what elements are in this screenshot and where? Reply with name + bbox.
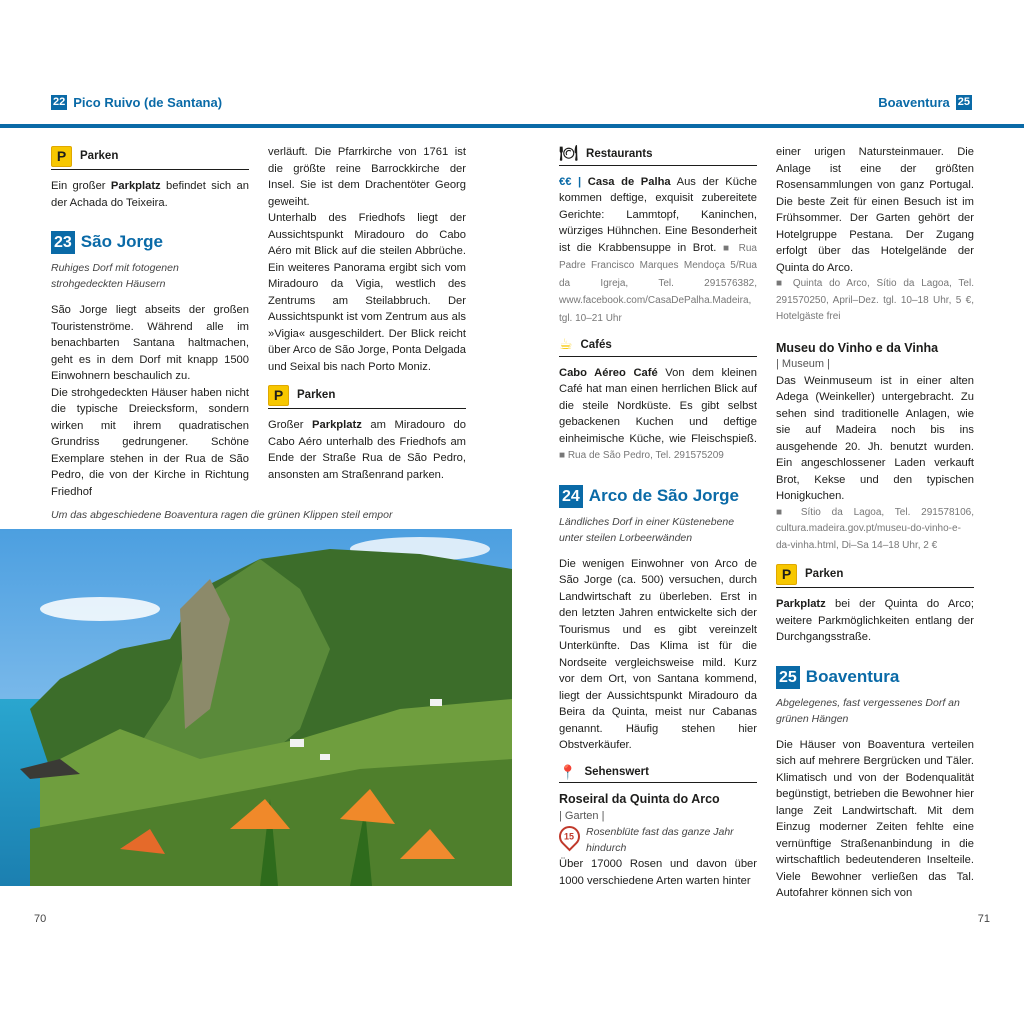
parking-label: Parken: [297, 389, 336, 402]
section-title: Boaventura: [805, 666, 900, 686]
sights-heading: [559, 764, 757, 784]
poi-name: Museu do Vinho e da Vinha: [776, 340, 939, 355]
poi-name: Roseiral da Quinta do Arco: [559, 792, 720, 806]
parking-text: Ein großer Parkplatz befindet sich an der Achada do Teixeira.: [51, 180, 249, 209]
chapter-number-badge: 25: [957, 95, 970, 108]
parking-label: Parken: [805, 568, 844, 581]
chapter-number-badge: 22: [53, 95, 66, 108]
section-number-badge: 24: [559, 485, 583, 508]
running-header-left: [51, 92, 222, 112]
landscape-photo: [0, 529, 512, 886]
section-heading-23: [51, 231, 249, 254]
running-header-title: Boaventura: [878, 94, 950, 110]
body-paragraph: verläuft. Die Pfarrkirche von 1761 ist die größte reine Barrockkirche der Insel. Sie ist dem Drachentöter Georg geweiht.: [268, 146, 466, 208]
header-rule: [0, 124, 1024, 128]
section-subtitle: Ruhiges Dorf mit fotogenen strohgedeckten Häusern: [51, 262, 179, 290]
parking-text: Parkplatz bei der Quinta do Arco; weitere Parkmöglichkeiten entlang der Durchgangsstraße.: [776, 598, 974, 643]
body-paragraph: Über 17000 Rosen und davon über 1000 verschiedene Arten warten hinter: [559, 858, 757, 887]
body-paragraph: Die wenigen Einwohner von Arco de São Jorge (ca. 500) versuchen, durch Landwirtschaft zu überleben. Erst in den letzten Jahren entwickelte sich der Tourismus und es gibt vereinzelt Unterkünfte. Das Klima ist für die Nordseite vergleichsweise mild. Kurz vor dem Ort, von Santana kommend, liegt der Aussichtspunkt Miradouro da Beira da Quinta, meist nur Cabanas genannt. Häufig stehen hier Obstverkäufer.: [559, 557, 757, 751]
body-paragraph: São Jorge liegt abseits der großen Touristenströme. Während alle im benachbarten Santana haltmachen, geht es in dem Dorf mit knapp 1500 Einwohnern beschaulich zu.: [51, 304, 249, 382]
section-heading-24: [559, 485, 757, 508]
section-title: São Jorge: [80, 232, 163, 252]
poi-info: ■ Quinta do Arco, Sítio da Lagoa, Tel. 291570250, April–Dez. tgl. 10–18 Uhr, 5 €, Hotelgäste frei: [776, 278, 974, 322]
poi-subtitle: Rosenblüte fast das ganze Jahr hindurch: [586, 826, 734, 854]
restaurant-icon: 🍽: [559, 145, 579, 162]
section-subtitle: Abgelegenes, fast vergessenes Dorf an grünen Hängen: [776, 696, 960, 725]
column-3: [559, 144, 757, 889]
parking-box-heading: [51, 146, 249, 170]
parking-box-heading: [268, 385, 466, 409]
column-4: [776, 144, 974, 902]
poi-highlight: [559, 824, 757, 856]
page-number-right: 71: [977, 913, 990, 925]
body-paragraph: Das Weinmuseum ist in einer alten Adega (Weinkeller) untergebracht. Zu sehen sind traditionelle Anlagen, wie sie auf Madeira noch bis ins ausgehende 20. Jh. benutzt wurden. Ein angeschlossener Laden verkauft Brot, Kekse und den typischen Honigkuchen.: [776, 374, 974, 502]
poi-type: | Garten |: [559, 809, 605, 822]
body-paragraph: einer urigen Natursteinmauer. Die Anlage ist eine der größten Rosensammlungen von ganz Portugal. Die beste Zeit für einen Besuch ist im Frühsommer. Der Garten gehört der Hotelgruppe Pestana. Der Zugang erfolgt über das Hotelgelände der Quinta do Arco.: [776, 146, 974, 274]
sights-label: Sehenswert: [584, 765, 649, 778]
body-paragraph: Die Häuser von Boaventura verteilen sich auf mehrere Bergrücken und Täler. Klimatisch und von der Bodenqualität begünstigt, betrieben die Bewohner hier lange Zeit Landwirtschaft. Mit dem Einzug moderner Zeiten fehlte eine vernünftige Straßenanbindung in die wirtschaftlich bedeutenderen Inselteile. Viele Bewohner verließen das Tal. Autofahrer können sich von: [776, 738, 974, 899]
restaurants-heading: [559, 146, 757, 166]
body-paragraph: Unterhalb des Friedhofs liegt der Aussichtspunkt Miradouro do Cabo Aéro mit Blick auf die steilen Abbrüche. Ein weiteres Panorama ergibt sich vom Miradouro da Vigia, westlich des Zentrums am Steilabbruch. Der Aussichtspunkt ist vom Zentrum aus als »Vigia« ausgeschildert. Der Blick reicht über Arco de São Jorge, Ponta Delgada und Seixal bis nach Porto Moniz.: [268, 212, 466, 373]
section-number-badge: 23: [51, 231, 75, 254]
map-pin-icon: 📍: [559, 763, 577, 780]
cafe-entry: Cabo Aéreo Café Von dem kleinen Café hat man einen herrlichen Blick auf die steile Nordküste. Es gibt selbst gebackenen Kuchen und deftige einheimische Küche, wie Fleischspieß. ■ Rua de São Pedro, Tel. 291575209: [559, 366, 757, 461]
parking-icon: P: [51, 146, 72, 167]
running-header-right: [878, 92, 972, 112]
section-subtitle: Ländliches Dorf in einer Küstenebene unter steilen Lorbeerwänden: [559, 515, 735, 544]
map-marker-number-icon: 15: [555, 822, 585, 852]
parking-label: Parken: [80, 150, 119, 163]
parking-icon: P: [776, 564, 797, 585]
parking-text: Großer Parkplatz am Miradouro do Cabo Aéro unterhalb des Friedhofs am Ende der Straße Rua de São Pedro, ansonsten am Straßenrand parken.: [268, 419, 466, 481]
restaurant-entry: €€ | Casa de Palha Aus der Küche kommen deftige, exquisit zubereitete Gerichte: Lammtopf, Kaninchen, würziges Hühnchen. Eine Besonderheit ist die Krabbensuppe in Brot. ■ Rua Padre Francisco Marques Mendoça 5/Rua da Igreja, Tel. 291576382, www.facebook.com/CasaDePalha.Madeira, tgl. 10–21 Uhr: [559, 175, 757, 324]
section-number-badge: 25: [776, 666, 800, 689]
parking-icon: P: [268, 385, 289, 406]
coffee-cup-icon: ☕: [559, 336, 573, 353]
section-heading-25: [776, 666, 974, 689]
running-header-title: Pico Ruivo (de Santana): [73, 94, 223, 110]
restaurants-label: Restaurants: [586, 148, 653, 160]
body-paragraph: Die strohgedeckten Häuser haben nicht die typische Dreiecksform, sondern wirken mit ihrem quadratischen Grundriss gedrungener. Schöne Exemplare stehen in der Rua de São Pedro, die von der Kirche in Richtung Friedhof: [51, 386, 249, 498]
cafes-label: Cafés: [580, 339, 612, 351]
photo-caption: Um das abgeschiedene Boaventura ragen die grünen Klippen steil empor: [51, 509, 393, 521]
poi-info: ■ Sítio da Lagoa, Tel. 291578106, cultura.madeira.gov.pt/museu-do-vinho-e-da-vinha.html, Di–Sa 14–18 Uhr, 2 €: [776, 506, 974, 551]
poi-type: | Museum |: [776, 358, 831, 370]
section-title: Arco de São Jorge: [588, 485, 740, 505]
parking-box-heading: [776, 564, 974, 588]
page-number-left: 70: [34, 913, 47, 925]
column-1: [51, 144, 249, 500]
column-2: [268, 144, 466, 483]
cafes-heading: [559, 337, 757, 357]
